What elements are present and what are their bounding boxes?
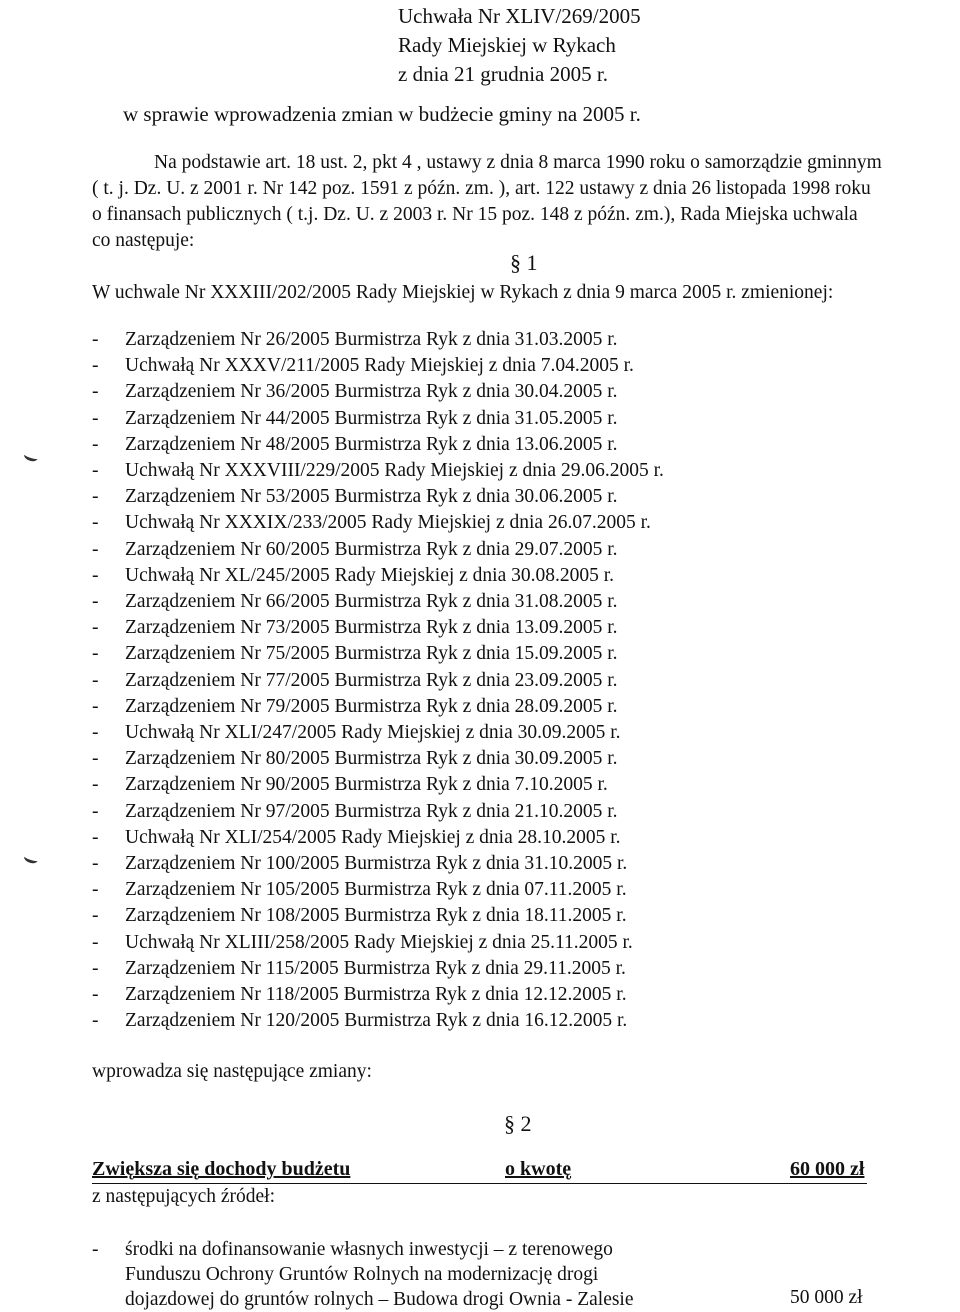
amendment-text: Zarządzeniem Nr 60/2005 Burmistrza Ryk z dnia 29.07.2005 r. [125, 538, 618, 560]
underline-rule [92, 1183, 867, 1184]
amendment-text: Zarządzeniem Nr 80/2005 Burmistrza Ryk z dnia 30.09.2005 r. [125, 748, 618, 770]
legal-basis-line: co następuje: [92, 230, 195, 251]
list-item [92, 327, 664, 353]
margin-mark [23, 450, 39, 463]
amendment-text: Zarządzeniem Nr 120/2005 Burmistrza Ryk z dnia 16.12.2005 r. [125, 1010, 628, 1032]
list-item [92, 353, 664, 379]
income-source-line: Funduszu Ochrony Gruntów Rolnych na modernizację drogi [125, 1264, 599, 1285]
section-2-symbol: § 2 [504, 1111, 532, 1136]
list-item [92, 825, 664, 851]
amendment-text: Zarządzeniem Nr 108/2005 Burmistrza Ryk z dnia 18.11.2005 r. [125, 905, 627, 927]
list-item [92, 877, 664, 903]
legal-basis-line: ( t. j. Dz. U. z 2001 r. Nr 142 poz. 1591 z późn. zm. ), art. 122 ustawy z dnia 26 listopada 1998 roku [92, 178, 871, 199]
legal-basis [92, 150, 952, 254]
list-item [92, 746, 664, 772]
list-item [92, 484, 664, 510]
list-dash: - [92, 853, 99, 875]
income-source-line: środki na dofinansowanie własnych inwestycji – z terenowego [125, 1239, 613, 1260]
resolution-number: Uchwała Nr XLIV/269/2005 [398, 4, 641, 28]
changes-intro: wprowadza się następujące zmiany: [92, 1061, 372, 1082]
list-item [92, 903, 664, 929]
list-item [92, 432, 664, 458]
amendment-text: Zarządzeniem Nr 97/2005 Burmistrza Ryk z dnia 21.10.2005 r. [125, 800, 618, 822]
amendments-list [92, 327, 664, 1034]
list-dash: - [92, 538, 99, 560]
issuing-body: Rady Miejskiej w Rykach [398, 33, 616, 57]
income-source-line: dojazdowej do gruntów rolnych – Budowa drogi Ownia - Zalesie [125, 1289, 634, 1310]
list-dash: - [92, 669, 99, 691]
amendment-text: Zarządzeniem Nr 73/2005 Burmistrza Ryk z dnia 13.09.2005 r. [125, 617, 618, 639]
amendment-text: Zarządzeniem Nr 26/2005 Burmistrza Ryk z dnia 31.03.2005 r. [125, 329, 618, 350]
list-item [92, 956, 664, 982]
list-dash: - [92, 381, 99, 403]
list-item [92, 615, 664, 641]
list-dash: - [92, 826, 99, 848]
amendment-text: Zarządzeniem Nr 66/2005 Burmistrza Ryk z dnia 31.08.2005 r. [125, 591, 618, 613]
list-item [92, 458, 664, 484]
list-item [92, 720, 664, 746]
amendment-text: Zarządzeniem Nr 75/2005 Burmistrza Ryk z dnia 15.09.2005 r. [125, 643, 618, 665]
list-dash: - [92, 774, 99, 796]
list-item [92, 379, 664, 405]
resolution-subject: w sprawie wprowadzenia zmian w budżecie gminy na 2005 r. [123, 102, 641, 126]
list-dash: - [92, 486, 99, 508]
list-dash: - [92, 512, 99, 534]
list-item [92, 1008, 664, 1034]
amendment-text: Uchwałą Nr XXXIX/233/2005 Rady Miejskiej z dnia 26.07.2005 r. [125, 512, 651, 534]
list-dash: - [92, 800, 99, 822]
margin-mark [23, 852, 39, 865]
amendment-text: Uchwałą Nr XLIII/258/2005 Rady Miejskiej z dnia 25.11.2005 r. [125, 931, 633, 953]
list-item [92, 772, 664, 798]
list-dash: - [92, 931, 99, 953]
amendment-text: Zarządzeniem Nr 115/2005 Burmistrza Ryk z dnia 29.11.2005 r. [125, 957, 626, 979]
list-item [92, 510, 664, 536]
section-1-symbol: § 1 [510, 250, 538, 275]
list-dash: - [92, 460, 99, 482]
list-item [92, 930, 664, 956]
list-dash: - [92, 1010, 99, 1032]
list-dash: - [92, 722, 99, 744]
list-dash: - [92, 984, 99, 1006]
list-item [92, 563, 664, 589]
section-1-intro: W uchwale Nr XXXIII/202/2005 Rady Miejskiej w Rykach z dnia 9 marca 2005 r. zmienionej: [92, 282, 834, 303]
list-item [92, 406, 664, 432]
list-item [92, 799, 664, 825]
amendment-text: Uchwałą Nr XLI/254/2005 Rady Miejskiej z dnia 28.10.2005 r. [125, 826, 621, 848]
list-dash: - [92, 879, 99, 901]
list-item [92, 589, 664, 615]
list-dash: - [92, 355, 99, 377]
income-increase-label: Zwiększa się dochody budżetu [92, 1158, 351, 1180]
legal-basis-line: o finansach publicznych ( t.j. Dz. U. z 2003 r. Nr 15 poz. 148 z późn. zm.), Rada Miejska uchwala [92, 204, 858, 225]
sources-label: z następujących źródeł: [92, 1186, 275, 1207]
amendment-text: Zarządzeniem Nr 77/2005 Burmistrza Ryk z dnia 23.09.2005 r. [125, 669, 618, 691]
amendment-text: Zarządzeniem Nr 36/2005 Burmistrza Ryk z dnia 30.04.2005 r. [125, 381, 618, 403]
list-dash: - [92, 1239, 99, 1260]
amendment-text: Zarządzeniem Nr 53/2005 Burmistrza Ryk z dnia 30.06.2005 r. [125, 486, 618, 508]
list-dash: - [92, 433, 99, 455]
list-item [92, 851, 664, 877]
income-source-amount: 50 000 zł [790, 1287, 863, 1308]
amendment-text: Uchwałą Nr XXXVIII/229/2005 Rady Miejskiej z dnia 29.06.2005 r. [125, 460, 664, 482]
list-dash: - [92, 591, 99, 613]
list-dash: - [92, 905, 99, 927]
list-dash: - [92, 695, 99, 717]
list-dash: - [92, 957, 99, 979]
list-dash: - [92, 748, 99, 770]
list-dash: - [92, 617, 99, 639]
resolution-date: z dnia 21 grudnia 2005 r. [398, 62, 608, 86]
list-dash: - [92, 564, 99, 586]
amendment-text: Uchwałą Nr XLI/247/2005 Rady Miejskiej z dnia 30.09.2005 r. [125, 722, 621, 744]
list-item [92, 668, 664, 694]
income-increase-amount: 60 000 zł [790, 1158, 865, 1180]
amendment-text: Zarządzeniem Nr 105/2005 Burmistrza Ryk z dnia 07.11.2005 r. [125, 879, 627, 901]
amendment-text: Zarządzeniem Nr 118/2005 Burmistrza Ryk z dnia 12.12.2005 r. [125, 984, 627, 1006]
list-item [92, 537, 664, 563]
income-source-item [92, 1237, 634, 1312]
list-dash: - [92, 643, 99, 665]
amendment-text: Zarządzeniem Nr 48/2005 Burmistrza Ryk z dnia 13.06.2005 r. [125, 433, 618, 455]
amendment-text: Zarządzeniem Nr 100/2005 Burmistrza Ryk z dnia 31.10.2005 r. [125, 853, 628, 875]
list-dash: - [92, 407, 99, 429]
amendment-text: Zarządzeniem Nr 79/2005 Burmistrza Ryk z dnia 28.09.2005 r. [125, 695, 618, 717]
income-increase-keyword: o kwotę [505, 1158, 572, 1180]
legal-basis-line: Na podstawie art. 18 ust. 2, pkt 4 , ustawy z dnia 8 marca 1990 roku o samorządzie gminnym [154, 152, 882, 173]
list-item [92, 641, 664, 667]
list-dash: - [92, 329, 99, 350]
amendment-text: Uchwałą Nr XL/245/2005 Rady Miejskiej z dnia 30.08.2005 r. [125, 564, 615, 586]
amendment-text: Uchwałą Nr XXXV/211/2005 Rady Miejskiej z dnia 7.04.2005 r. [125, 355, 634, 377]
list-item [92, 982, 664, 1008]
amendment-text: Zarządzeniem Nr 90/2005 Burmistrza Ryk z dnia 7.10.2005 r. [125, 774, 608, 796]
amendment-text: Zarządzeniem Nr 44/2005 Burmistrza Ryk z dnia 31.05.2005 r. [125, 407, 618, 429]
list-item [92, 694, 664, 720]
resolution-header [398, 2, 641, 89]
